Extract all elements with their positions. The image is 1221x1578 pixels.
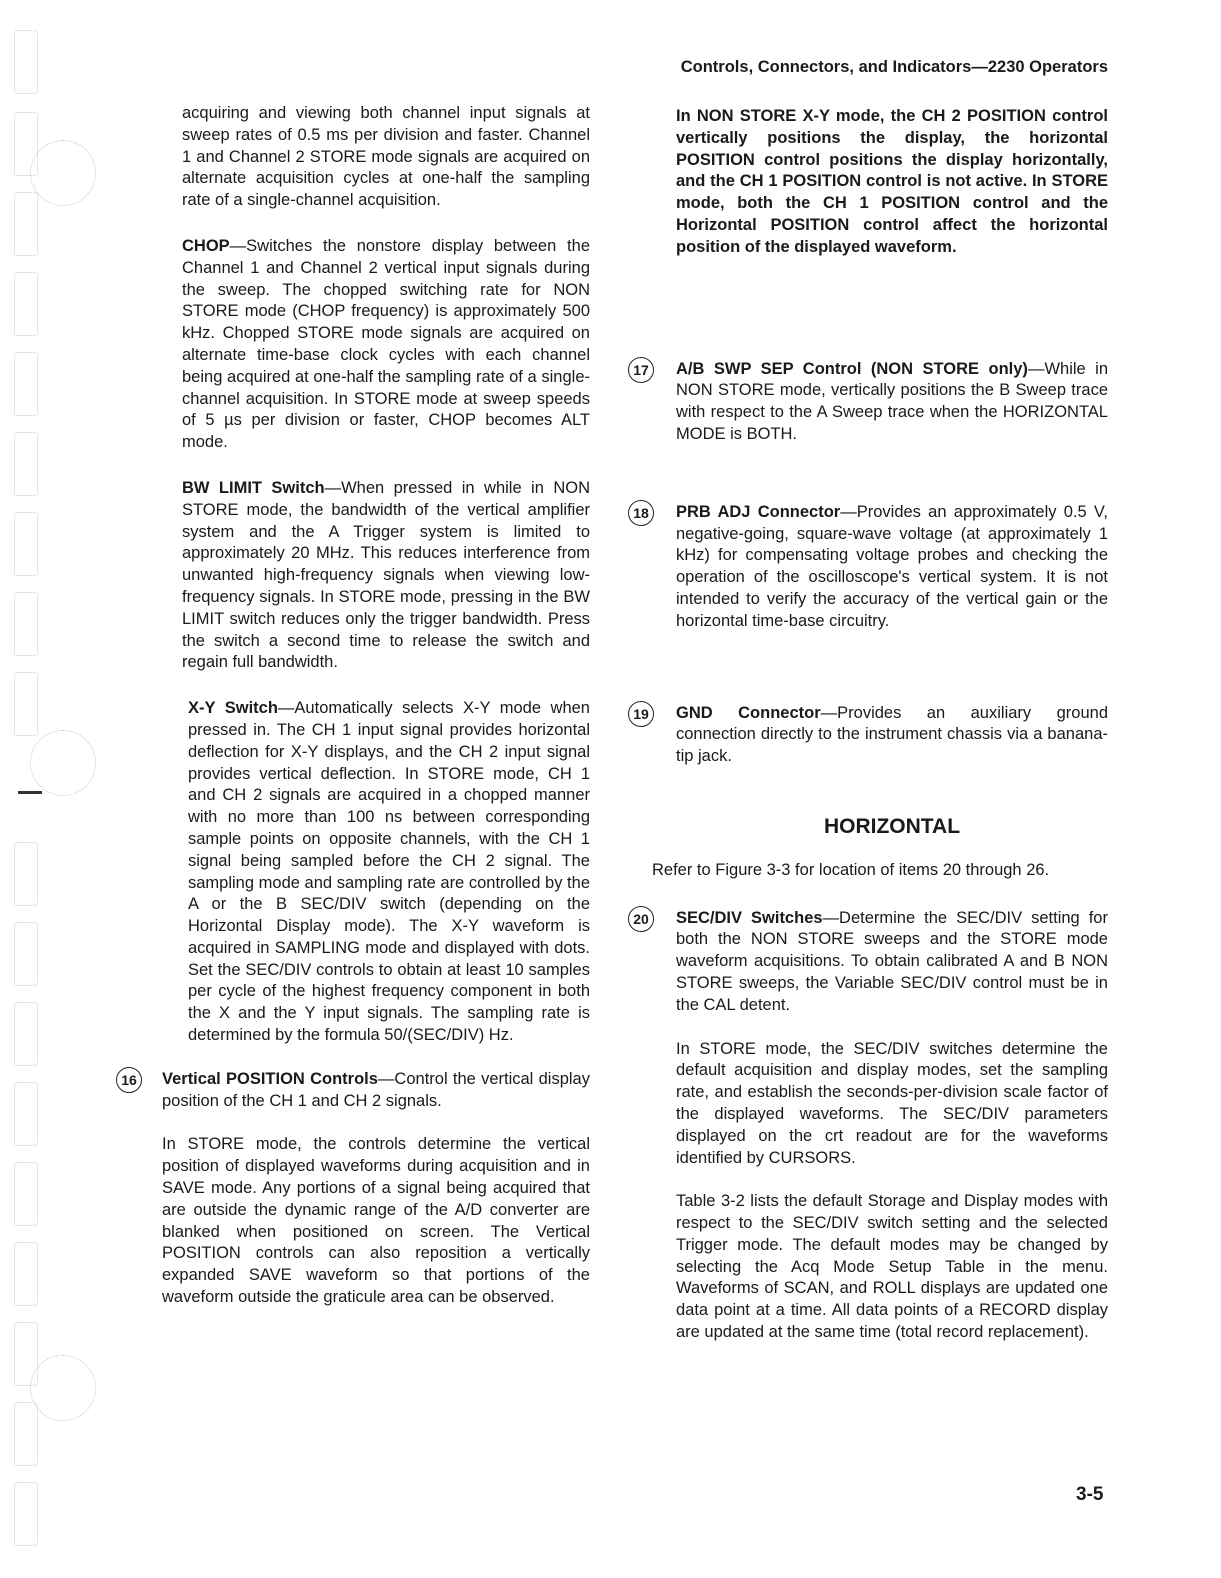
item-16 xyxy=(121,1069,590,1309)
chop-text: —Switches the nonstore display between the Channel 1 and Channel 2 vertical input signals during the sweep. The chopped switching rate for NON STORE mode (CHOP frequency) is approximately 500 kHz. Chopped STORE mode signals are acquired on alternate time-base clock cycles with each channel being acquired at one-half the sampling rate of a single-channel acquisition. In STORE mode at sweep speeds of 5 µs per division or faster, CHOP becomes ALT mode. xyxy=(182,236,590,452)
item-number-badge: 17 xyxy=(628,357,654,383)
item-16-term: Vertical POSITION Controls xyxy=(162,1069,378,1088)
item-number-badge: 18 xyxy=(628,500,654,526)
item-20-text: —Determine the SEC/DIV setting for both the NON STORE sweeps and the STORE mode waveform acquisitions. To obtain calibrated A and B NON STORE sweeps, the Variable SEC/DIV control must be in the CAL detent. xyxy=(676,908,1108,1014)
binder-mark xyxy=(14,512,38,576)
item-number-badge: 16 xyxy=(116,1067,142,1093)
item-19-paragraph xyxy=(676,703,1108,768)
item-20 xyxy=(633,908,1108,1344)
item-18-term: PRB ADJ Connector xyxy=(676,502,841,521)
xy-switch-text: —Automatically selects X-Y mode when pressed in. The CH 1 input signal provides horizontal deflection for X-Y displays, and the CH 2 input signal provides vertical deflection. In STORE mode, CH 1 and CH 2 signals are acquired in a chopped manner with no more than 100 ns between corresponding sample points on opposite channels, with the CH 1 signal being sampled before the CH 2 signal. The sampling mode and sampling rate are controlled by the A or the B SEC/DIV switch (depending on the Horizontal Display mode). The X-Y waveform is acquired in SAMPLING mode and displayed with dots. Set the SEC/DIV controls to obtain at least 10 samples per cycle of the highest frequency component in both the X and the Y input signals. The sampling rate is determined by the formula 50/(SEC/DIV) Hz. xyxy=(188,699,590,1045)
running-header: Controls, Connectors, and Indicators—2230 Operators xyxy=(680,58,1108,76)
item-20-paragraph xyxy=(676,908,1108,1017)
binder-mark xyxy=(14,432,38,496)
item-17-text: —While in NON STORE mode, vertically positions the B Sweep trace with respect to the A Sweep trace when the HORIZONTAL MODE is BOTH. xyxy=(676,359,1108,443)
binder-mark xyxy=(14,352,38,416)
binder-mark xyxy=(14,842,38,906)
binder-mark xyxy=(14,922,38,986)
punch-hole xyxy=(30,140,96,206)
binder-mark xyxy=(14,1482,38,1546)
binder-mark xyxy=(14,672,38,736)
item-number-badge: 20 xyxy=(628,906,654,932)
item-19-text: —Provides an auxiliary ground connection directly to the instrument chassis via a banana-tip jack. xyxy=(676,703,1109,766)
item-18-text: —Provides an approximately 0.5 V, negative-going, square-wave voltage (at approximately 1 kHz) for compensating voltage probes and checking the operation of the oscilloscope's vertical system. It is not intended to verify the accuracy of the vertical gain or the horizontal time-base circuitry. xyxy=(676,502,1108,630)
item-16-paragraph-2: In STORE mode, the controls determine the vertical position of displayed waveforms during acquisition and in SAVE mode. Any portions of a signal being acquired that are outside the dynamic range of the A/D converter are blanked when positioned on screen. The Vertical POSITION controls can also reposition a vertically expanded SAVE waveform so that portions of the waveform outside the graticule area can be observed. xyxy=(162,1135,590,1307)
item-17 xyxy=(633,359,1108,446)
margin-tick xyxy=(18,791,42,794)
item-17-term: A/B SWP SEP Control (NON STORE only) xyxy=(676,359,1028,378)
binder-mark xyxy=(14,192,38,256)
item-number-badge: 19 xyxy=(628,701,654,727)
bw-limit-text: —When pressed in while in NON STORE mode, the bandwidth of the vertical amplifier system and the A Trigger system is limited to approximately 20 MHz. This reduces interference from unwanted high-frequency signals when viewing low-frequency signals. In STORE mode, pressing in the BW LIMIT switch reduces only the trigger bandwidth. Press the switch a second time to release the switch and regain full bandwidth. xyxy=(182,478,590,672)
right-column xyxy=(633,106,1109,1344)
xy-switch-paragraph xyxy=(188,698,590,1047)
xy-note-paragraph: In NON STORE X-Y mode, the CH 2 POSITION control vertically positions the display, the horizontal POSITION control positions the display horizontally, and the CH 1 POSITION control is not active. In STORE mode, both the CH 1 POSITION control and the Horizontal POSITION control affect the horizontal position of the displayed waveform. xyxy=(676,107,1108,256)
item-19-term: GND Connector xyxy=(676,703,821,722)
item-16-paragraph xyxy=(162,1069,590,1113)
bw-limit-paragraph xyxy=(182,478,590,674)
item-20-paragraph-3: Table 3-2 lists the default Storage and Display modes with respect to the SEC/DIV switch setting and the selected Trigger mode. The default modes may be changed by selecting the Acq Mode Setup Table in the menu. Waveforms of SCAN, and ROLL displays are updated one data point at a time. All data points of a RECORD display are updated at the same time (total record replacement). xyxy=(676,1192,1108,1342)
item-18-paragraph xyxy=(676,502,1108,633)
item-18 xyxy=(633,502,1108,633)
binder-mark xyxy=(14,1242,38,1306)
punch-hole xyxy=(30,1355,96,1421)
intro-paragraph: acquiring and viewing both channel input signals at sweep rates of 0.5 ms per division and faster. Channel 1 and Channel 2 STORE mode signals are acquired on alternate acquisition cycles at one-half the sampling rate of a single-channel acquisition. xyxy=(182,104,590,210)
punch-hole xyxy=(30,730,96,796)
item-17-paragraph xyxy=(676,359,1108,446)
binder-mark xyxy=(14,1002,38,1066)
binder-mark xyxy=(14,272,38,336)
page-number: 3-5 xyxy=(1076,1484,1104,1505)
binder-mark xyxy=(14,1082,38,1146)
chop-paragraph xyxy=(182,236,590,454)
section-title-horizontal: HORIZONTAL xyxy=(823,814,961,838)
binder-mark xyxy=(14,1402,38,1466)
item-20-paragraph-2: In STORE mode, the SEC/DIV switches determine the default acquisition and display modes, set the sampling rate, and establish the seconds-per-division scale factor of the displayed waveforms. The SEC/DIV parameters displayed on the crt readout are for the waveforms identified by CURSORS. xyxy=(676,1039,1108,1167)
bw-limit-term: BW LIMIT Switch xyxy=(182,478,325,497)
binder-mark xyxy=(14,1162,38,1226)
left-column xyxy=(121,103,590,1309)
binder-mark xyxy=(14,30,38,94)
item-19 xyxy=(633,703,1109,768)
item-20-term: SEC/DIV Switches xyxy=(676,908,823,927)
figure-reference: Refer to Figure 3-3 for location of items 20 through 26. xyxy=(652,860,1050,879)
chop-term: CHOP xyxy=(182,236,230,255)
item-16-text: —Control the vertical display position of the CH 1 and CH 2 signals. xyxy=(162,1069,590,1110)
binder-mark xyxy=(14,592,38,656)
xy-switch-term: X-Y Switch xyxy=(188,699,278,718)
